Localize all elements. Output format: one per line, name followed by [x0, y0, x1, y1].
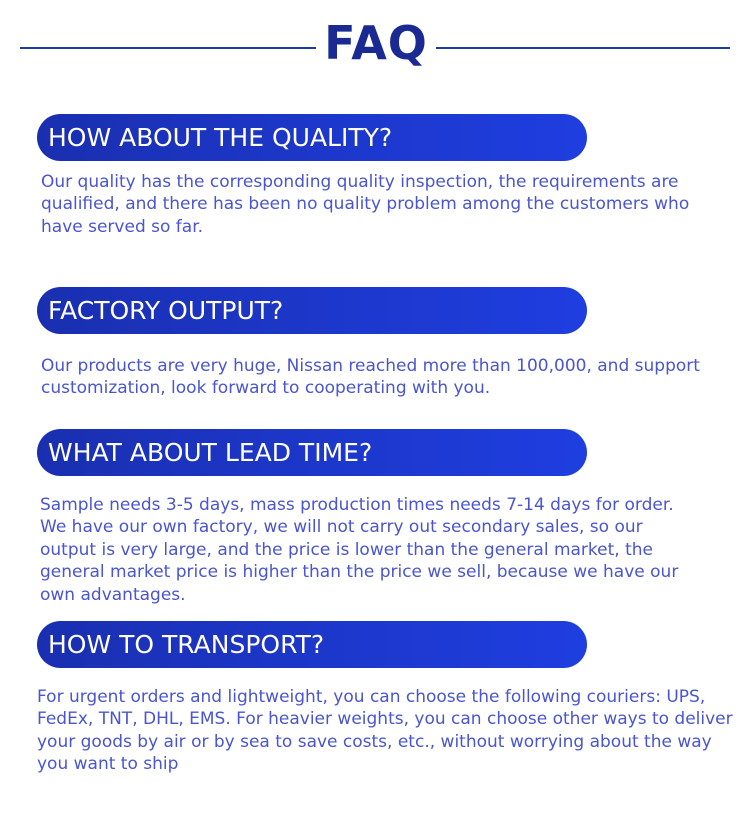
faq-question-quality: HOW ABOUT THE QUALITY? [37, 114, 587, 161]
faq-header [0, 0, 750, 80]
page-title: FAQ [324, 16, 428, 70]
faq-answer-lead-time: Sample needs 3-5 days, mass production times needs 7-14 days for order. We have our own factory, we will not carry out secondary sales, so our output is very large, and the price is lower than the general market, the general market price is higher than the price we sell, because we have our own advantages. [40, 495, 679, 605]
faq-answer-quality: Our quality has the corresponding quality inspection, the requirements are qualified, and there has been no quality problem among the customers who have served so far. [41, 172, 690, 237]
faq-question-factory-output: FACTORY OUTPUT? [37, 287, 587, 334]
faq-answer-transport: For urgent orders and lightweight, you can choose the following couriers: UPS, FedEx, TNT, DHL, EMS. For heavier weights, you can choose other ways to deliver your goods by air or by sea to save costs, etc., without worrying about the way you want to ship [37, 687, 733, 775]
faq-answer-factory-output: Our products are very huge, Nissan reached more than 100,000, and support customization, look forward to cooperating with you. [41, 356, 700, 399]
header-divider-left [20, 47, 316, 49]
header-divider-right [436, 47, 730, 49]
faq-question-lead-time: WHAT ABOUT LEAD TIME? [37, 429, 587, 476]
faq-question-transport: HOW TO TRANSPORT? [37, 621, 587, 668]
